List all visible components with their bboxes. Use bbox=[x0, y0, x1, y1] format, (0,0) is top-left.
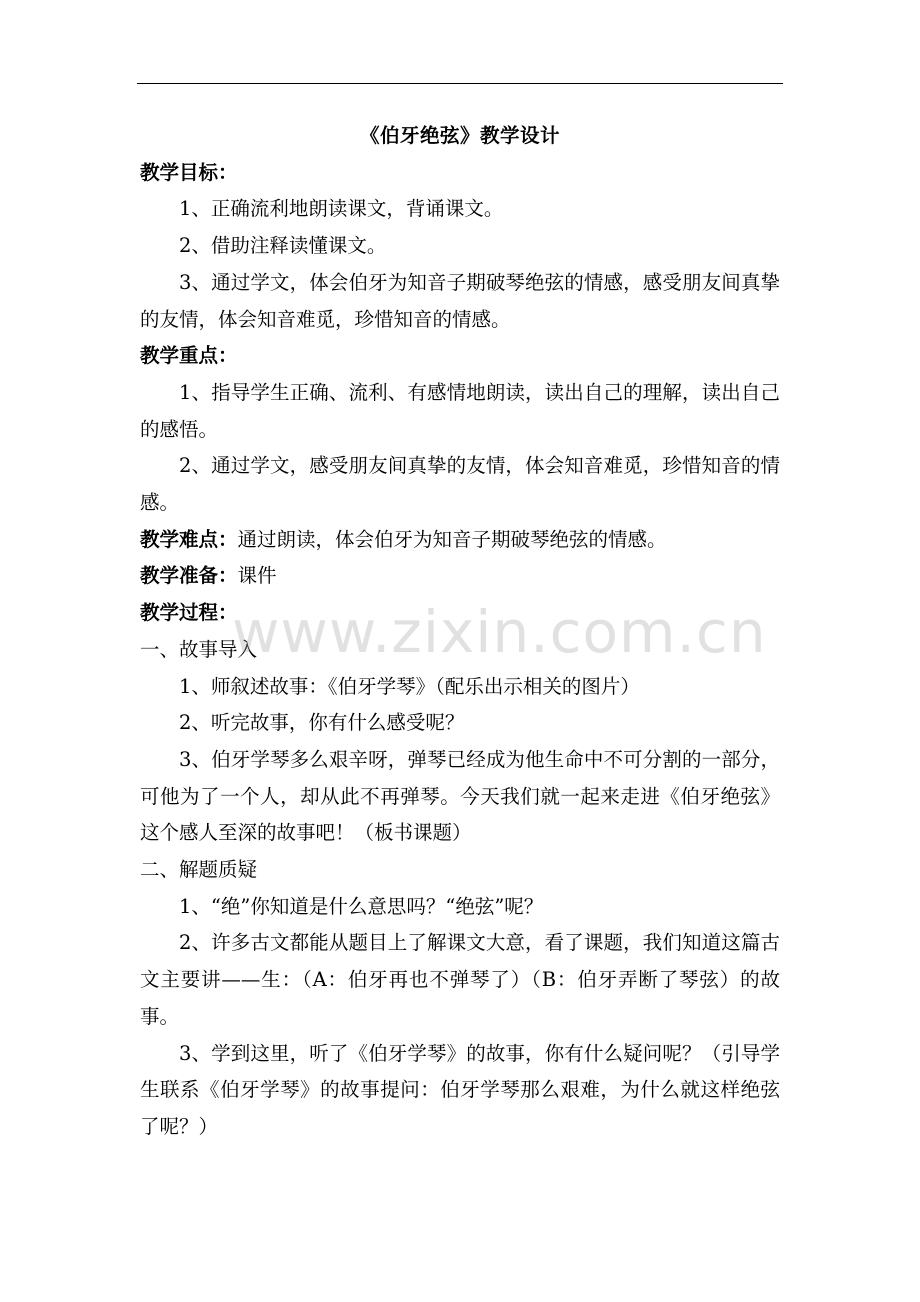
key-points-heading: 教学重点： bbox=[140, 344, 238, 368]
section-item: 2、听完故事，你有什么感受呢？ bbox=[179, 711, 465, 735]
preparation-text: 课件 bbox=[237, 564, 277, 588]
section-item: 1、师叙述故事：《伯牙学琴》（配乐出示相关的图片） bbox=[179, 674, 640, 698]
section-item: 2、许多古文都能从题目上了解课文大意，看了课题，我们知道这篇古文主要讲——生：（A：伯牙再也不弹琴了）（B：伯牙弄断了琴弦）的故事。 bbox=[140, 931, 780, 1028]
difficulty-line bbox=[140, 522, 780, 559]
difficulty-text: 通过朗读，体会伯牙为知音子期破琴绝弦的情感。 bbox=[237, 527, 667, 551]
key-point-item: 1、指导学生正确、流利、有感情地朗读，读出自己的理解，读出自己的感悟。 bbox=[140, 380, 780, 441]
section-title: 一、故事导入 bbox=[140, 637, 258, 661]
document-title: 《伯牙绝弦》教学设计 bbox=[359, 124, 560, 147]
objectives-heading: 教学目标： bbox=[140, 160, 238, 184]
difficulty-label: 教学难点： bbox=[140, 527, 238, 551]
preparation-line bbox=[140, 558, 780, 595]
preparation-label: 教学准备： bbox=[140, 564, 238, 588]
header-rule bbox=[137, 83, 783, 84]
section-item: 3、学到这里，听了《伯牙学琴》的故事，你有什么疑问呢？（引导学生联系《伯牙学琴》的故事提问：伯牙学琴那么艰难，为什么就这样绝弦了呢？） bbox=[140, 1041, 780, 1138]
objective-item: 2、借助注释读懂课文。 bbox=[179, 234, 387, 258]
section-title: 二、解题质疑 bbox=[140, 858, 258, 882]
objective-item: 3、通过学文，体会伯牙为知音子期破琴绝弦的情感，感受朋友间真挚的友情，体会知音难觅，珍惜知音的情感。 bbox=[140, 270, 780, 331]
objective-item: 1、正确流利地朗读课文，背诵课文。 bbox=[179, 197, 504, 221]
watermark: www.zixin.com.cn bbox=[232, 598, 767, 666]
document-body bbox=[140, 118, 780, 1146]
section-item: 3、伯牙学琴多么艰辛呀，弹琴已经成为他生命中不可分割的一部分，可他为了一个人，却从此不再弹琴。今天我们就一起来走进《伯牙绝弦》这个感人至深的故事吧！（板书课题） bbox=[140, 747, 780, 845]
section-item: 1、“绝”你知道是什么意思吗？“绝弦”呢？ bbox=[179, 894, 544, 918]
process-heading: 教学过程： bbox=[140, 601, 238, 625]
key-point-item: 2、通过学文，感受朋友间真挚的友情，体会知音难觅，珍惜知音的情感。 bbox=[140, 454, 780, 515]
